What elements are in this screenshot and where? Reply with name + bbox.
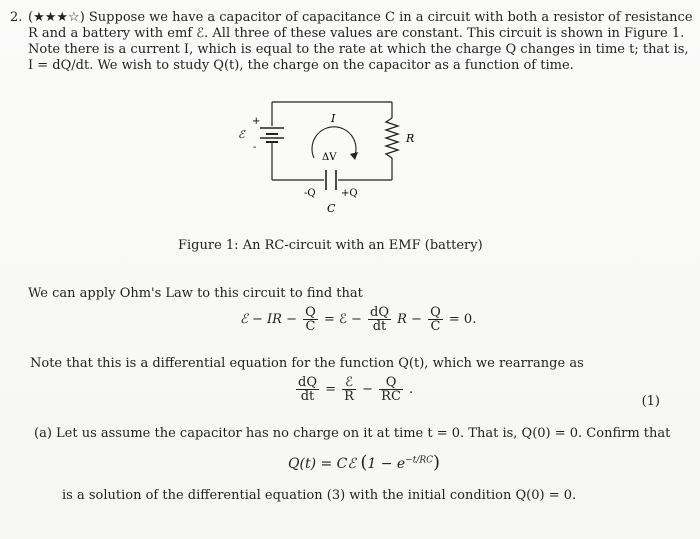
problem-line-2: R and a battery with emf ℰ. All three of these values are constant. This circuit is shown in Figure 1. [28,26,685,41]
resistor-symbol [386,118,398,158]
part-a-text: (a) Let us assume the capacitor has no charge on it at time t = 0. That is, Q(0) = 0. Confirm that [34,426,671,441]
current-label: I [331,112,336,125]
solution-paren-close: ) [433,452,441,473]
figure-caption: Figure 1: An RC-circuit with an EMF (battery) [178,238,483,253]
problem-line-1 [10,10,693,26]
rc-circuit-diagram [200,96,460,220]
solution-lhs: Q(t) = Cℰ [288,456,356,472]
eq2-frac-dq-dt: $\frac{dQ}{dt}$ [298,375,317,404]
capacitor-label: C [327,202,336,215]
battery-symbol [260,128,284,142]
eq1-end: = 0. [448,312,477,327]
eq2-end: . [409,382,414,397]
battery-plus-label: + [252,116,261,127]
solution-paren-open: ( [360,452,368,473]
eq2-frac-q-over-rc: $\frac{Q}{RC}$ [381,375,401,404]
delta-v-label: ΔV [322,152,337,163]
battery-minus-label: - [253,142,257,153]
problem-line-4: I = dQ/dt. We wish to study Q(t), the charge on the capacitor as a function of time. [28,58,574,73]
eq1-r: R − [397,312,422,327]
eq2-frac-e-over-r: $\frac{\text{ℰ}}{R}$ [344,375,354,404]
problem-number: 2. [10,10,23,25]
eq2-eq: = [325,382,337,397]
solution-one: 1 − e [367,456,406,472]
eq1-frac-dq-dt: $\frac{dQ}{dt}$ [370,305,389,334]
problem-line-3: Note there is a current I, which is equal to the rate at which the charge Q changes in time t; that is, [28,42,689,57]
eq1-frac-q-over-c-2: $\frac{Q}{C}$ [430,305,441,334]
equation-number: (1) [641,394,660,409]
problem-statement [10,10,693,74]
eq2-minus: − [362,382,374,397]
solution-exponent: −t/RC [405,455,434,466]
negative-charge-label: -Q [304,188,316,199]
rearranged-equation [294,376,413,403]
positive-charge-label: +Q [341,188,358,199]
difficulty-stars: (★★★☆) [28,10,85,25]
is-solution-text: is a solution of the differential equation (3) with the initial condition Q(0) = 0. [62,488,577,503]
emf-label: ℰ [238,128,245,141]
capacitor-symbol [326,170,336,190]
current-arrowhead [350,152,358,160]
solution-equation [288,452,440,473]
ohm-equation [240,306,476,333]
eq1-lhs: ℰ − IR − [240,312,297,327]
eq1-mid: = ℰ − [323,312,362,327]
eq1-frac-q-over-c: $\frac{Q}{C}$ [305,305,316,334]
ohm-intro: We can apply Ohm's Law to this circuit to find that [28,286,363,301]
problem-text-1: Suppose we have a capacitor of capacitance C in a circuit with both a resistor of resistance [88,10,693,25]
diffeq-note: Note that this is a differential equation for the function Q(t), which we rearrange as [30,356,584,371]
resistor-label: R [406,132,415,145]
